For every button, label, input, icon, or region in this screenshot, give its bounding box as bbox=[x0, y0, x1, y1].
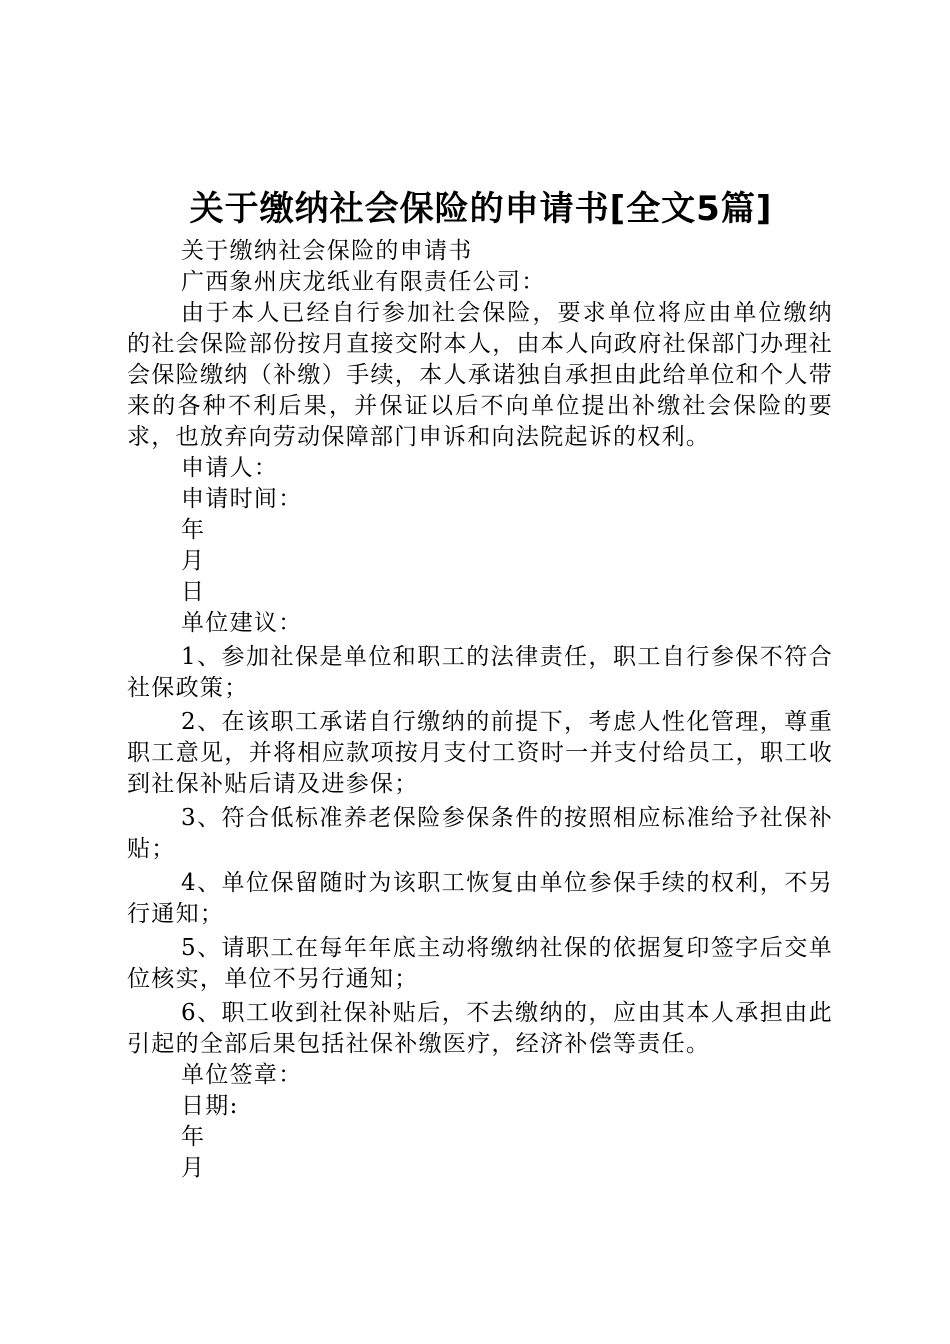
date-label: 日期: bbox=[181, 1093, 239, 1119]
suggestion-item-4: 4、单位保留随时为该职工恢复由单位参保手续的权利，不另行通知； bbox=[127, 870, 833, 927]
document-page bbox=[127, 186, 833, 1184]
suggestion-item-6: 6、职工收到社保补贴后，不去缴纳的，应由其本人承担由此引起的全部后果包括社保补缴医疗，经济补偿等责任。 bbox=[127, 1000, 833, 1057]
applicant-label: 申请人： bbox=[181, 455, 279, 481]
year-label: 年 bbox=[181, 517, 206, 543]
month-label-2: 月 bbox=[181, 1155, 206, 1181]
year-label-2: 年 bbox=[181, 1124, 206, 1150]
suggestion-item-3: 3、符合低标准养老保险参保条件的按照相应标准给予社保补贴； bbox=[127, 805, 833, 862]
day-label: 日 bbox=[181, 579, 206, 605]
body-paragraph: 由于本人已经自行参加社会保险，要求单位将应由单位缴纳的社会保险部份按月直接交附本人，由本人向政府社保部门办理社会保险缴纳（补缴）手续，本人承诺独自承担由此给单位和个人带来的各种不利后果，并保证以后不向单位提出补缴社会保险的要求，也放弃向劳动保障部门申诉和向法院起诉的权利。 bbox=[127, 300, 833, 450]
document-title: 关于缴纳社会保险的申请书[全文5篇] bbox=[189, 189, 773, 229]
suggestion-item-2: 2、在该职工承诺自行缴纳的前提下，考虑人性化管理，尊重职工意见，并将相应款项按月支付工资时一并支付给员工，职工收到社保补贴后请及进参保； bbox=[127, 709, 833, 797]
suggestion-item-5: 5、请职工在每年年底主动将缴纳社保的依据复印签字后交单位核实，单位不另行通知； bbox=[127, 935, 833, 992]
unit-suggestion-heading: 单位建议： bbox=[181, 610, 303, 636]
suggestion-item-1: 1、参加社保是单位和职工的法律责任，职工自行参保不符合社保政策； bbox=[127, 644, 833, 701]
unit-seal-label: 单位签章： bbox=[181, 1062, 303, 1088]
month-label: 月 bbox=[181, 548, 206, 574]
addressee-paragraph: 广西象州庆龙纸业有限责任公司： bbox=[181, 269, 546, 295]
subtitle-paragraph: 关于缴纳社会保险的申请书 bbox=[181, 238, 473, 264]
application-time-label: 申请时间： bbox=[181, 486, 303, 512]
